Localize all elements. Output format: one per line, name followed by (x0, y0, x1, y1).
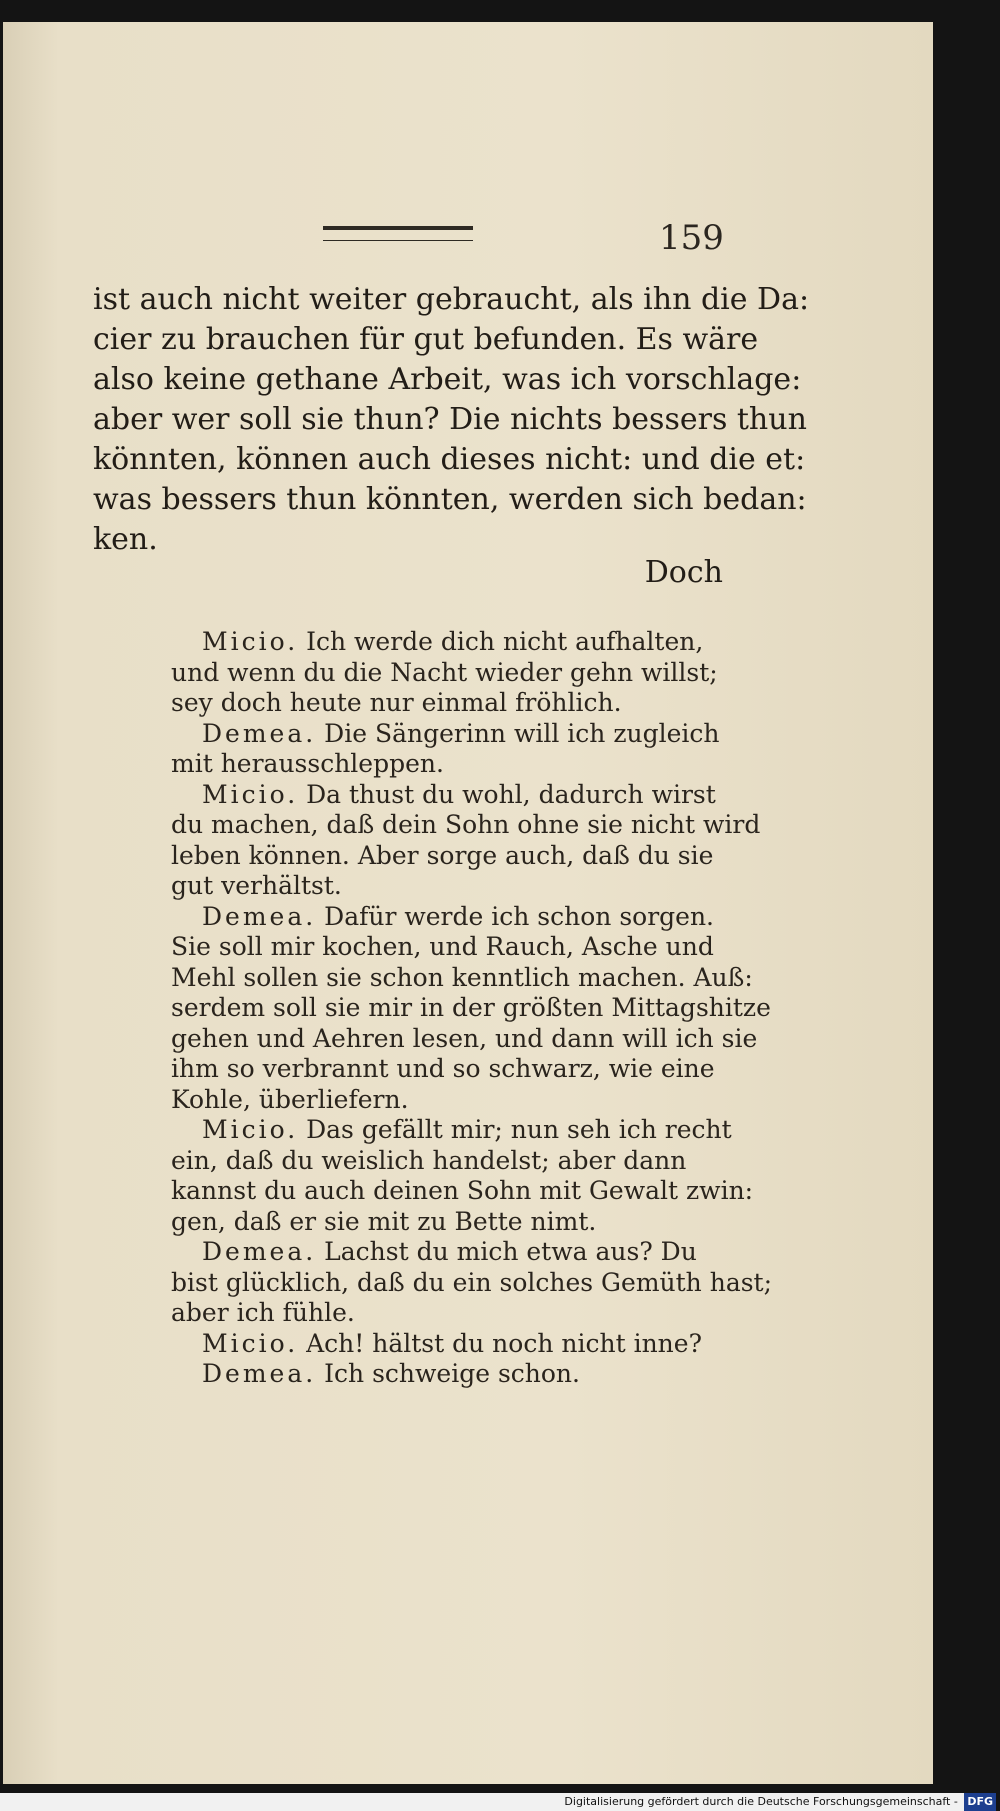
dialogue-text: Das gefällt mir; nun seh ich recht (306, 1115, 732, 1144)
dialogue-text: sey doch heute nur einmal fröhlich. (171, 688, 622, 717)
dialogue-text: serdem soll sie mir in der größten Mittagshitze (171, 993, 771, 1022)
dialogue-text: Ach! hältst du noch nicht inne? (306, 1328, 702, 1358)
dialogue-line (171, 719, 726, 750)
dialogue-line (171, 1237, 726, 1268)
digitization-footer (0, 1793, 996, 1811)
body-line: was bessers thun könnten, werden sich bedan: (93, 482, 807, 517)
dialogue-text: gen, daß er sie mit zu Bette nimt. (171, 1206, 597, 1236)
dialogue-line (171, 841, 726, 872)
footer-credit-text: Digitalisierung gefördert durch die Deutsche Forschungsgemeinschaft - (564, 1795, 958, 1808)
speaker-name: Micio. (202, 1328, 299, 1358)
dialogue-text: Mehl sollen sie schon kenntlich machen. Auß: (171, 962, 753, 992)
dialogue-line (171, 1267, 773, 1299)
dialogue-line (171, 749, 726, 780)
dialogue-text: gut verhältst. (171, 871, 342, 900)
dialogue-line (171, 1023, 758, 1055)
speaker-name: Demea. (202, 718, 317, 748)
dialogue-line (171, 902, 726, 933)
dialogue-line (171, 1054, 726, 1085)
speaker-name: Micio. (202, 779, 299, 809)
dialogue-text: Sie soll mir kochen, und Rauch, Asche und (171, 932, 714, 961)
dialogue-text: kannst du auch deinen Sohn mit Gewalt zwin: (171, 1176, 754, 1205)
dialogue-text: Die Sängerinn will ich zugleich (324, 718, 720, 748)
dialogue-text: gehen und Aehren lesen, und dann will ich sie (171, 1023, 758, 1053)
dialogue-line (171, 627, 726, 658)
dialogue-text: Dafür werde ich schon sorgen. (324, 901, 714, 931)
dialogue-line (171, 1146, 726, 1177)
speaker-name: Micio. (202, 627, 299, 656)
speaker-name: Micio. (202, 1115, 299, 1144)
dialogue-line (171, 993, 771, 1024)
body-line: ist auch nicht weiter gebraucht, als ihn die Da: (93, 282, 810, 317)
dialogue-text: und wenn du die Nacht wieder gehn willst; (171, 657, 718, 687)
dialogue-line (171, 871, 726, 902)
dialogue-text: Ich schweige schon. (324, 1359, 580, 1388)
dialogue-line (171, 1329, 726, 1360)
dialogue-text: Kohle, überliefern. (171, 1084, 409, 1114)
body-line: aber wer soll sie thun? Die nichts bessers thun (93, 402, 807, 437)
dialogue-text: bist glücklich, daß du ein solches Gemüth hast; (171, 1267, 773, 1297)
dialogue-line (171, 780, 726, 811)
dialogue-block (171, 627, 773, 1390)
dialogue-line (171, 932, 726, 963)
dialogue-text: Lachst du mich etwa aus? Du (324, 1237, 697, 1266)
dialogue-line (171, 1359, 726, 1390)
dialogue-line (171, 1207, 726, 1238)
speaker-name: Demea. (202, 1237, 317, 1266)
page-number: 159 (659, 218, 724, 258)
dialogue-text: leben können. Aber sorge auch, daß du sie (171, 840, 714, 870)
body-line: ken. (93, 522, 158, 557)
body-line: könnten, können auch dieses nicht: und die et: (93, 442, 806, 477)
speaker-name: Demea. (202, 1359, 317, 1388)
book-page (3, 22, 933, 1784)
dialogue-text: aber ich fühle. (171, 1298, 355, 1327)
catchword: Doch (644, 555, 723, 590)
dialogue-text: ein, daß du weislich handelst; aber dann (171, 1145, 687, 1175)
dialogue-line (171, 1298, 726, 1329)
body-line: also keine gethane Arbeit, was ich vorschlage: (93, 362, 802, 397)
dialogue-line (171, 810, 761, 841)
body-line: cier zu brauchen für gut befunden. Es wäre (93, 322, 759, 357)
dialogue-text: Ich werde dich nicht aufhalten, (306, 627, 704, 656)
body-paragraph (93, 280, 810, 560)
dialogue-line (171, 1176, 754, 1207)
dialogue-line (171, 1085, 726, 1116)
header-ornament-rule (323, 226, 473, 241)
dfg-logo: DFG (964, 1793, 996, 1811)
dialogue-text: mit herausschleppen. (171, 749, 444, 778)
speaker-name: Demea. (202, 901, 317, 931)
dialogue-line (171, 658, 726, 689)
dialogue-line (171, 688, 726, 719)
dialogue-text: Da thust du wohl, dadurch wirst (306, 779, 716, 809)
dialogue-line (171, 1115, 732, 1146)
dialogue-text: ihm so verbrannt und so schwarz, wie eine (171, 1054, 715, 1083)
dialogue-text: du machen, daß dein Sohn ohne sie nicht wird (171, 810, 761, 839)
dialogue-line (171, 962, 753, 994)
